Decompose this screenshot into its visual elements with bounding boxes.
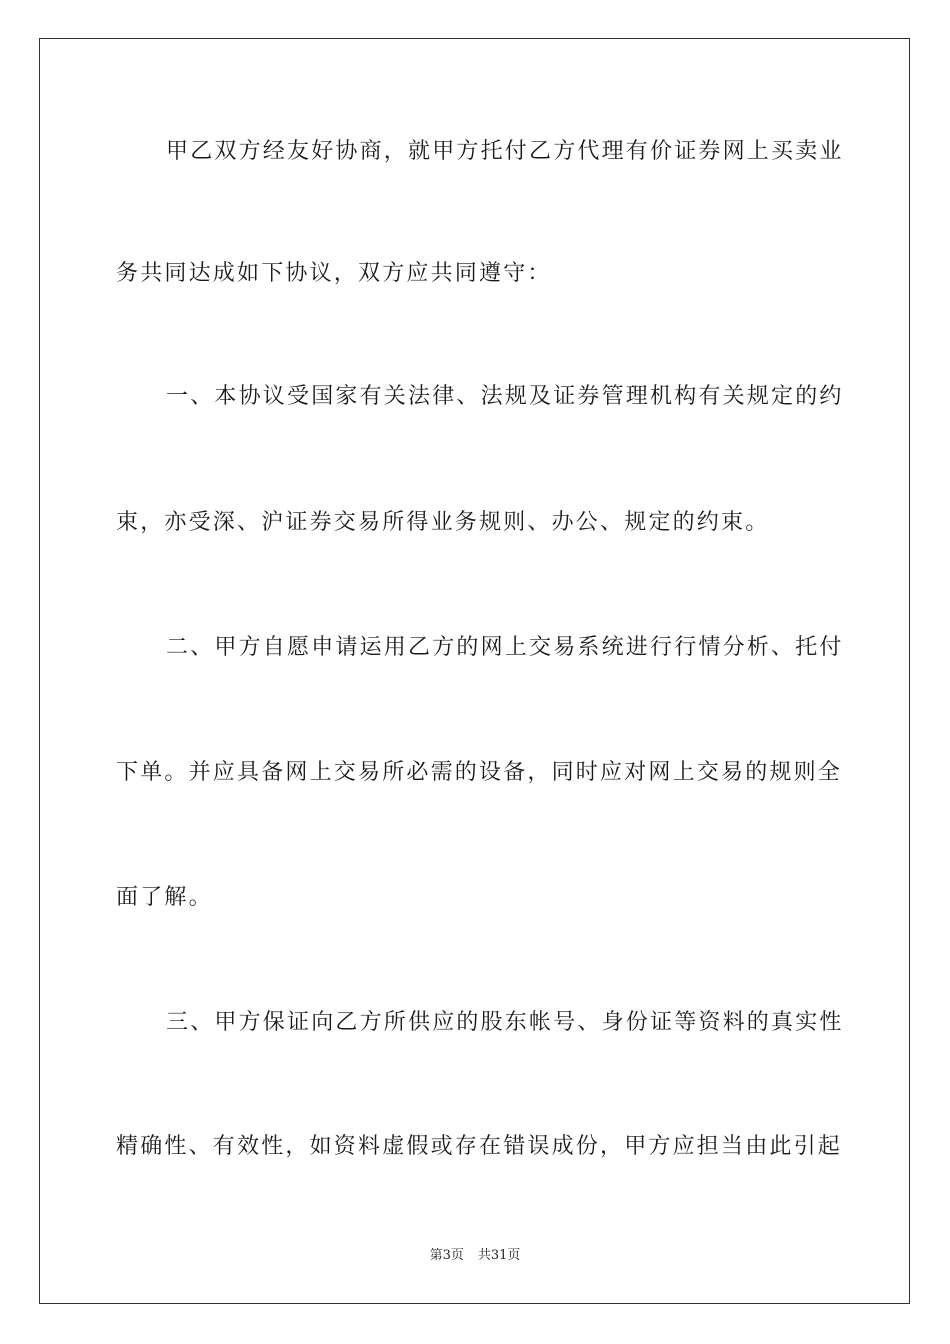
page-total: 共31页 [477,1248,521,1263]
paragraph-line: 二、甲方自愿申请运用乙方的网上交易系统进行行情分析、托付 [166,635,844,660]
paragraph-line: 面了解。 [116,885,213,910]
paragraph-line: 下单。并应具备网上交易所必需的设备，同时应对网上交易的规则全 [116,760,843,785]
page-border [39,38,910,1304]
paragraph-line: 精确性、有效性，如资料虚假或存在错误成份，甲方应担当由此引起 [116,1134,843,1159]
paragraph-line: 一、本协议受国家有关法律、法规及证券管理机构有关规定的约 [166,384,844,409]
paragraph-line: 务共同达成如下协议，双方应共同遵守： [116,261,552,286]
page-footer [0,1247,950,1265]
paragraph-line: 束，亦受深、沪证券交易所得业务规则、办公、规定的约束。 [116,510,770,535]
paragraph-line: 甲乙双方经友好协商，就甲方托付乙方代理有价证券网上买卖业 [166,139,844,164]
page-number: 第3页 [429,1248,464,1263]
paragraph-line: 三、甲方保证向乙方所供应的股东帐号、身份证等资料的真实性 [166,1010,844,1035]
